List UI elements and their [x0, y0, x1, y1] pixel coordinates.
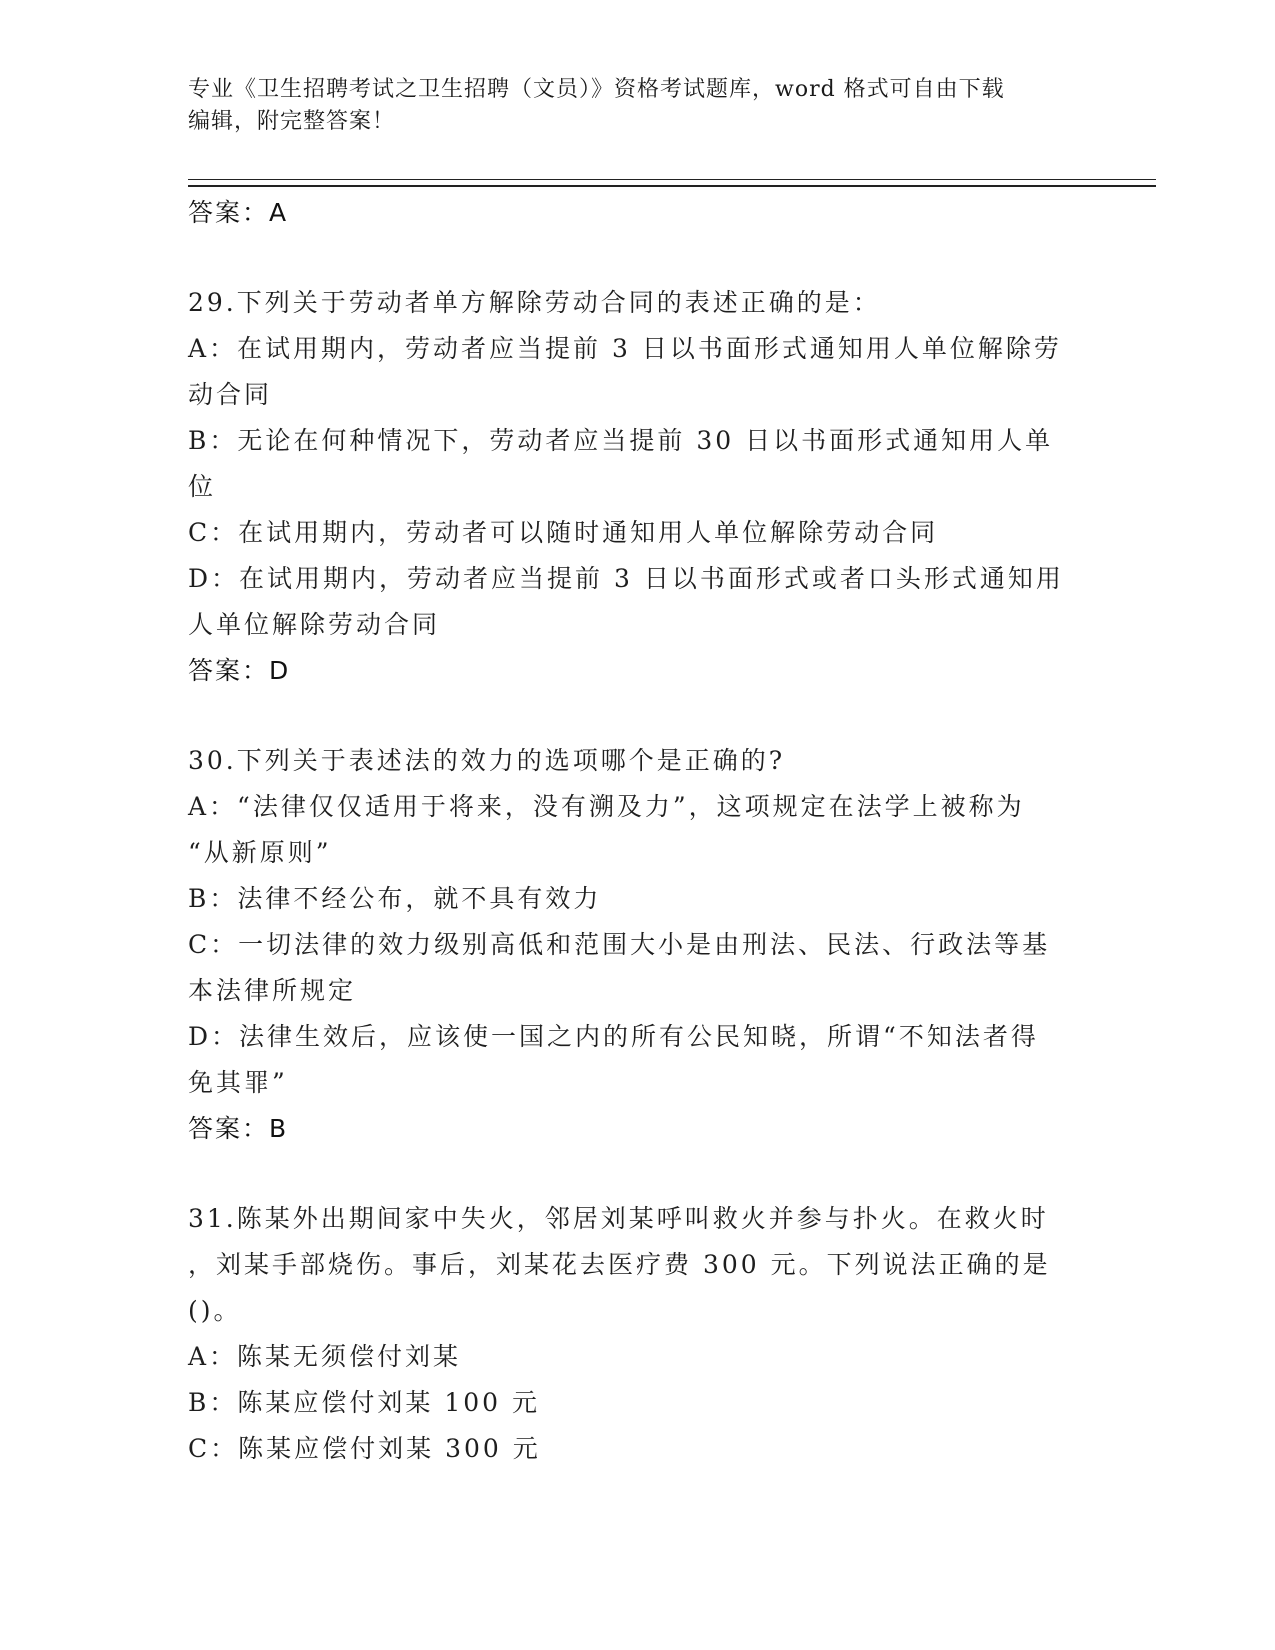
- header-line-2: 编辑，附完整答案！: [188, 109, 396, 134]
- option-d: D：在试用期内，劳动者应当提前 3 日以书面形式或者口头形式通知用 人单位解除劳动合同: [188, 564, 1064, 639]
- question-31: [188, 1196, 1088, 1472]
- answer: 答案：D: [188, 656, 291, 685]
- option-b: B：法律不经公布，就不具有效力: [188, 884, 602, 913]
- option-d: D：法律生效后，应该使一国之内的所有公民知晓，所谓“不知法者得 免其罪”: [188, 1022, 1039, 1097]
- option-a: A：陈某无须偿付刘某: [188, 1342, 462, 1371]
- document-body: [188, 190, 1088, 1472]
- document-header: [188, 74, 1088, 138]
- option-c: C：一切法律的效力级别高低和范围大小是由刑法、民法、行政法等基 本法律所规定: [188, 930, 1051, 1005]
- option-c: C：陈某应偿付刘某 300 元: [188, 1434, 541, 1463]
- option-b: B：无论在何种情况下，劳动者应当提前 30 日以书面形式通知用人单 位: [188, 426, 1054, 501]
- header-line-1: 专业《卫生招聘考试之卫生招聘（文员）》资格考试题库，word 格式可自由下载: [188, 77, 1005, 102]
- question-stem: 29.下列关于劳动者单方解除劳动合同的表述正确的是：: [188, 288, 881, 317]
- option-b: B：陈某应偿付刘某 100 元: [188, 1388, 540, 1417]
- option-a: A：“法律仅仅适用于将来，没有溯及力”，这项规定在法学上被称为 “从新原则”: [188, 792, 1025, 867]
- question-30: [188, 738, 1088, 1152]
- question-29: [188, 280, 1088, 694]
- option-c: C：在试用期内，劳动者可以随时通知用人单位解除劳动合同: [188, 518, 939, 547]
- previous-answer: 答案：A: [188, 198, 289, 227]
- question-stem: 31.陈某外出期间家中失火，邻居刘某呼叫救火并参与扑火。在救火时 ，刘某手部烧伤。事后，刘某花去医疗费 300 元。下列说法正确的是 ()。: [188, 1204, 1051, 1325]
- question-stem: 30.下列关于表述法的效力的选项哪个是正确的?: [188, 746, 786, 775]
- header-divider: [188, 179, 1156, 187]
- answer: 答案：B: [188, 1114, 289, 1143]
- option-a: A：在试用期内，劳动者应当提前 3 日以书面形式通知用人单位解除劳 动合同: [188, 334, 1062, 409]
